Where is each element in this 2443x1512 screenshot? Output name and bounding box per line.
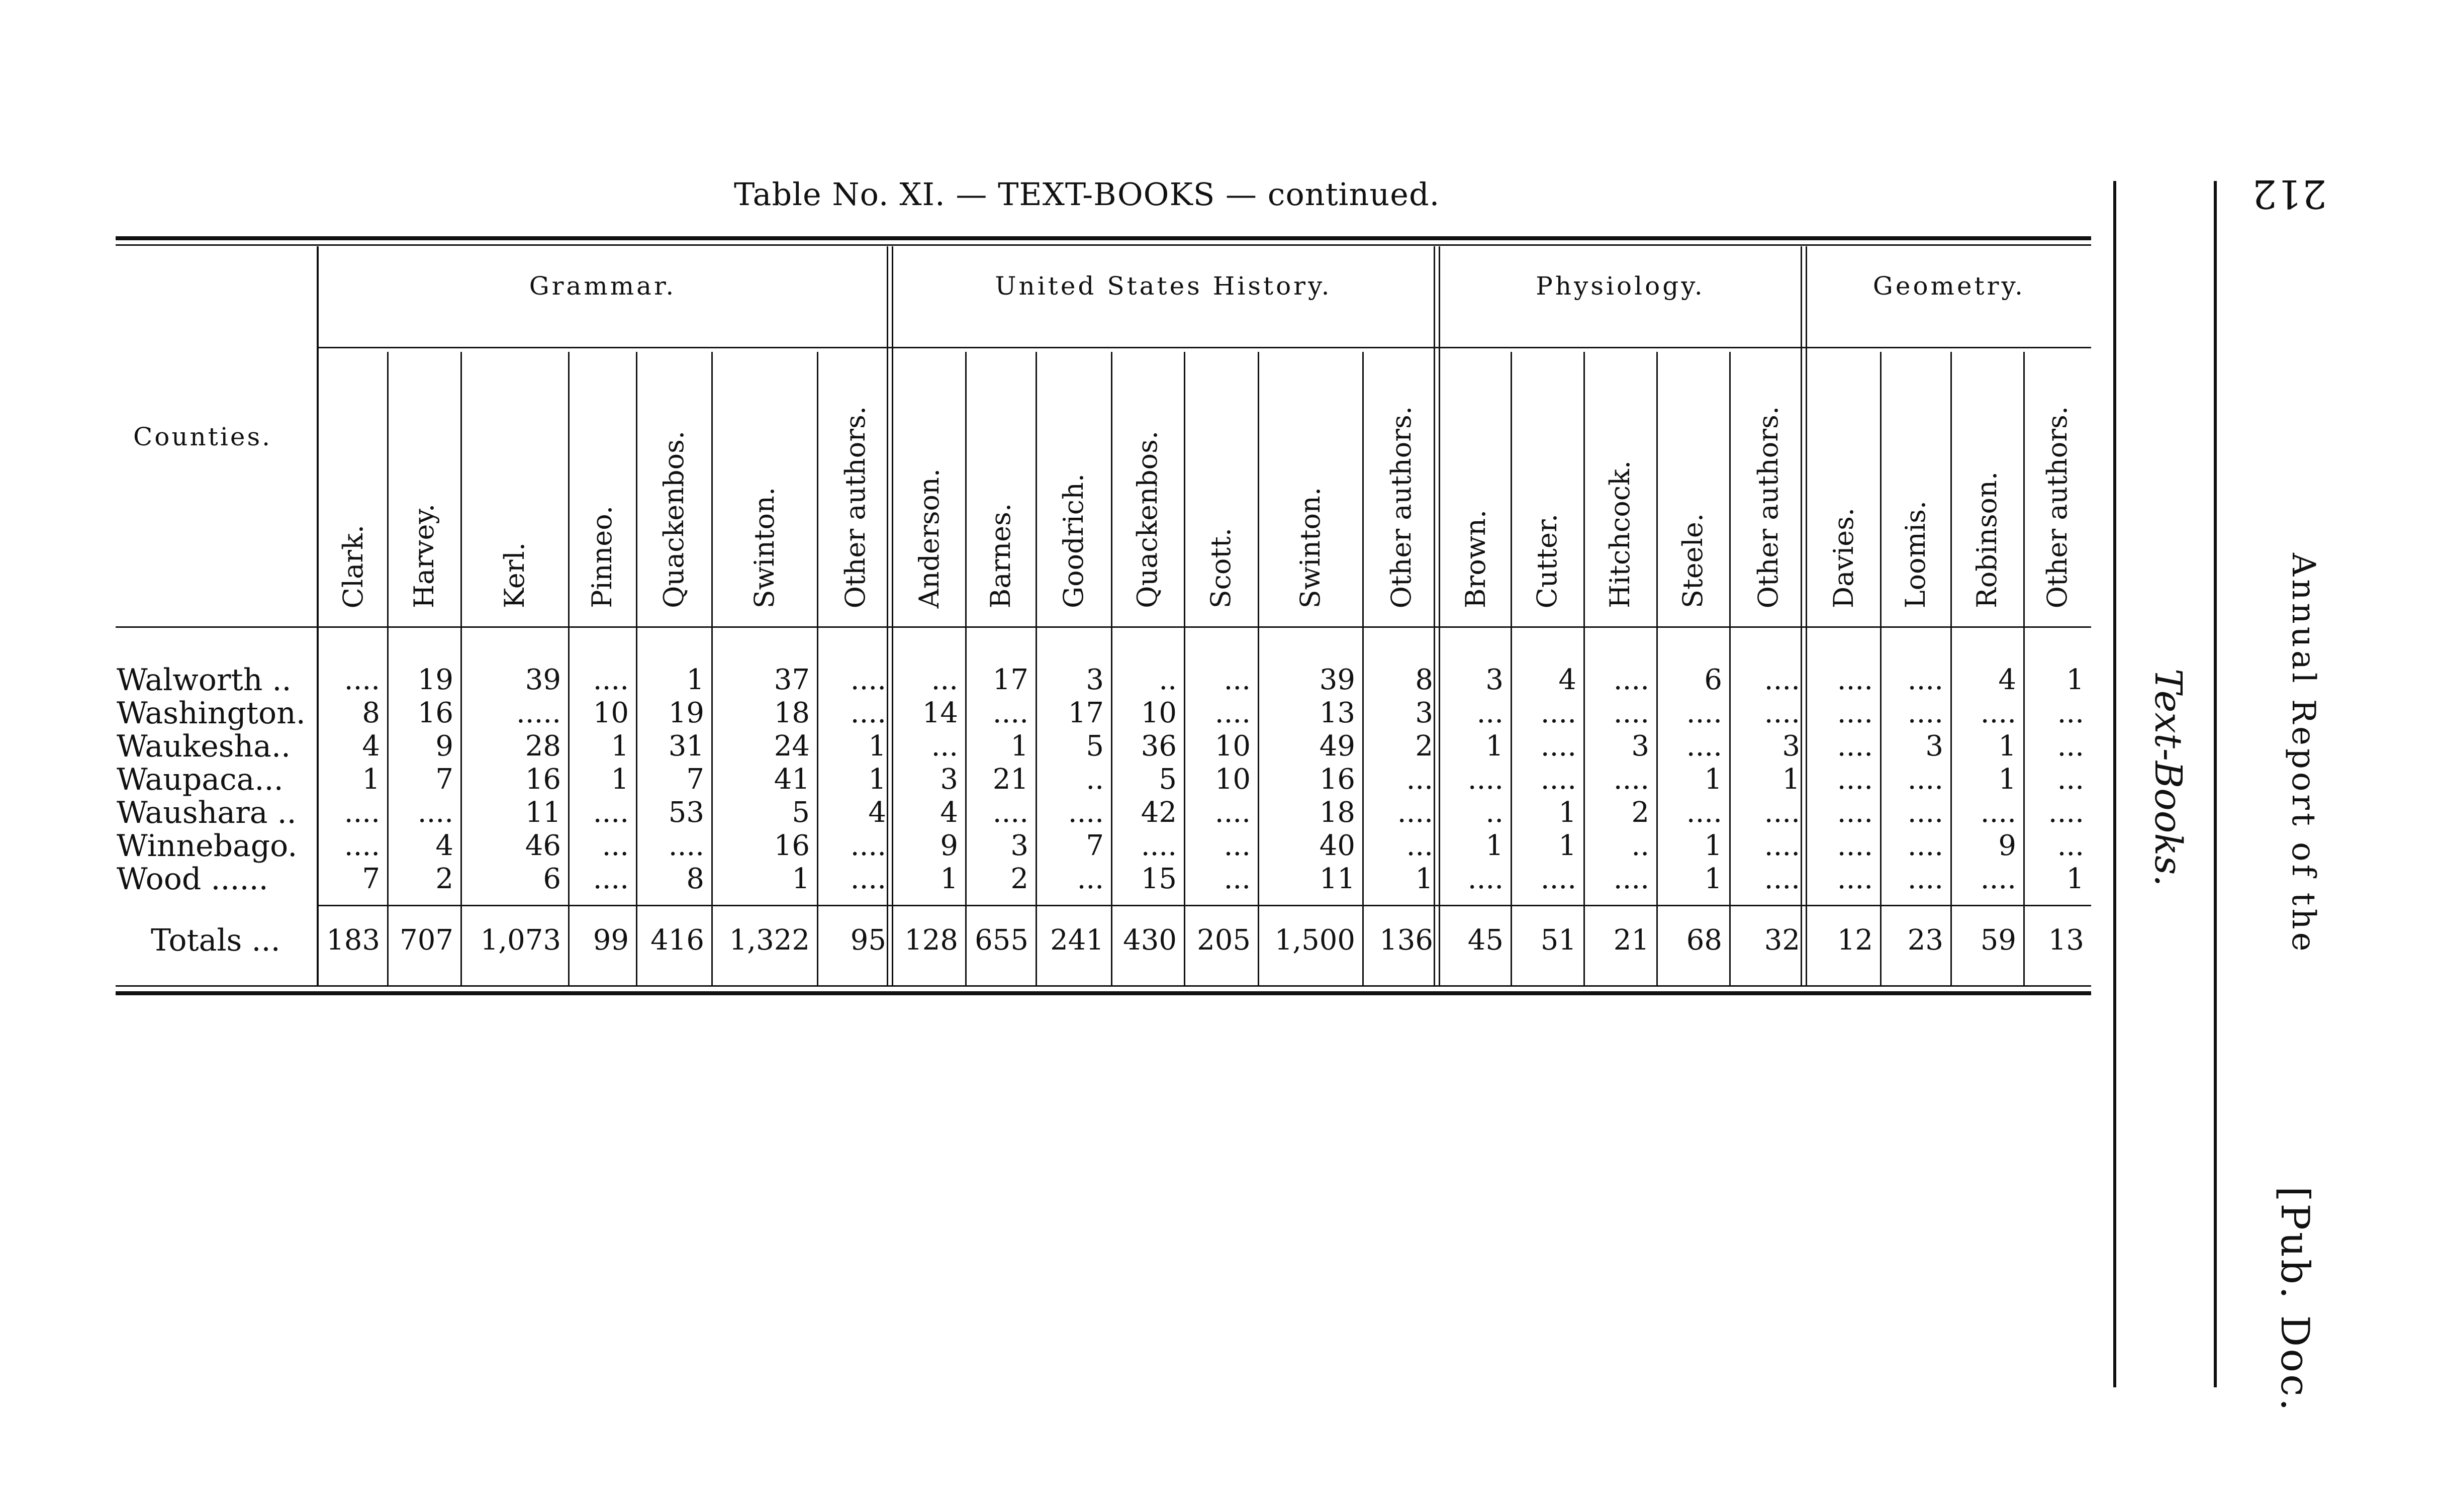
totals-cell: 655 [975,924,1028,957]
table-cell: 53 [668,796,704,829]
totals-cell: 51 [1540,924,1576,957]
table-cell: .... [992,796,1028,829]
table-cell: 6 [543,863,561,895]
table-cell: 10 [593,697,629,729]
table-cell: .... [1980,863,2016,895]
column-header [1440,352,1511,608]
column-header-label: Steele. [1677,513,1709,608]
table-cell: 28 [525,730,561,763]
group-header-history: United States History. [995,271,1332,301]
table-cell: 1 [1704,763,1722,796]
column-header [1950,352,2023,608]
table-cell: 1 [686,664,704,696]
table-cell: .... [1907,829,1943,862]
table-cell: 4 [940,796,958,829]
totals-cell: 430 [1123,924,1177,957]
table-cell: 21 [992,763,1028,796]
table-cell: 46 [525,829,561,862]
table-cell: 1 [940,863,958,895]
table-cell: 8 [1415,664,1433,696]
column-header-label: Harvey. [408,503,440,608]
table-cell: 31 [668,730,704,763]
totals-cell: 416 [650,924,704,957]
table-cell: 19 [417,664,453,696]
table-cell: 9 [1998,829,2016,862]
table-cell: 1 [1485,730,1504,763]
table-cell: .... [417,796,453,829]
table-cell: 7 [362,863,380,895]
county-name: Waupaca... [117,762,284,797]
column-header [1807,352,1880,608]
table-cell: .... [1764,697,1800,729]
table-cell: 1 [1010,730,1028,763]
totals-cell: 45 [1467,924,1504,957]
table-cell: .... [1907,796,1943,829]
table-cell: 1 [1704,829,1722,862]
column-header-label: Barnes. [984,503,1016,608]
table-cell: 14 [922,697,958,729]
column-header-label: Swinton. [748,487,780,608]
table-cell: 1 [1704,863,1722,895]
column-header [319,352,387,608]
table-cell: 1 [1558,796,1576,829]
column-header [460,352,568,608]
table-cell: 39 [525,664,561,696]
column-header [1656,352,1729,608]
column-header [1583,352,1656,608]
table-cell: .... [1613,697,1649,729]
table-cell: 40 [1319,829,1355,862]
table-cell: 16 [525,763,561,796]
totals-cell: 707 [400,924,453,957]
table-cell: .... [344,829,380,862]
totals-cell: 99 [593,924,629,957]
table-cell: 9 [940,829,958,862]
totals-cell: 95 [850,924,886,957]
totals-cell: 12 [1837,924,1873,957]
column-header-label: Brown. [1459,509,1491,608]
table-cell: .... [668,829,704,862]
table-cell: ... [1406,763,1433,796]
table-cell: 5 [792,796,810,829]
table-cell: 3 [1631,730,1649,763]
table-cell: .... [1467,863,1504,895]
column-header-label: Pinneo. [586,506,618,608]
county-name: Waukesha.. [117,729,291,764]
table-cell: .... [1837,664,1873,696]
table-cell: 10 [1141,697,1177,729]
page-margin-rule [2113,181,2116,1387]
table-cell: .... [1837,796,1873,829]
column-header-label: Hitchcock. [1604,460,1636,608]
totals-cell: 23 [1907,924,1943,957]
table-cell: .... [1540,763,1576,796]
table-cell: 3 [1010,829,1028,862]
totals-cell: 1,500 [1274,924,1355,957]
column-header-label: Quackenbos. [1132,431,1163,608]
table-cell: 3 [940,763,958,796]
table-cell: .. [1485,796,1504,829]
table-cell: .... [344,664,380,696]
table-cell: 8 [362,697,380,729]
table-cell: ... [602,829,629,862]
table-cell: ... [2057,730,2084,763]
totals-cell: 1,322 [729,924,810,957]
table-cell: ... [931,664,958,696]
column-header [636,352,711,608]
group-underline [318,347,2091,348]
table-cell: .... [1980,796,2016,829]
column-header-label: Other authors. [2041,406,2073,608]
table-cell: 7 [686,763,704,796]
table-cell: 10 [1214,730,1251,763]
table-cell: .. [1159,664,1177,696]
table-cell: 24 [774,730,810,763]
side-title: Text-Books. [2146,669,2190,887]
table-title: Table No. XI. — TEXT-BOOKS — continued. [734,176,1440,213]
running-head-right: [Pub. Doc. [2272,1186,2317,1413]
column-header-label: Quackenbos. [657,431,690,608]
column-header [1184,352,1258,608]
table-cell: 3 [1925,730,1943,763]
table-cell: .... [1837,763,1873,796]
table-cell: .... [1686,730,1722,763]
county-name: Winnebago. [117,828,298,864]
column-header-label: Cutter. [1531,513,1563,608]
table-cell: 1 [1415,863,1433,895]
column-header-label: Robinson. [1971,471,2003,608]
table-cell: .... [1068,796,1104,829]
table-cell: .... [1837,730,1873,763]
table-cell: ... [1224,863,1251,895]
table-cell: 17 [992,664,1028,696]
counties-header: Counties. [133,422,272,451]
table-cell: .... [1837,697,1873,729]
column-header-label: Goodrich. [1057,474,1089,608]
table-cell: 18 [774,697,810,729]
table-cell: .... [850,863,886,895]
table-cell: 1 [2066,664,2084,696]
table-cell: .... [1214,697,1251,729]
table-cell: 9 [435,730,453,763]
table-cell: 1 [792,863,810,895]
table-cell: 17 [1068,697,1104,729]
table-cell: 16 [774,829,810,862]
table-cell: ... [2057,763,2084,796]
table-cell: .... [1764,829,1800,862]
table-cell: .... [1907,763,1943,796]
table-cell: .... [1613,664,1649,696]
page-number: 212 [2252,171,2327,216]
table-cell: .... [1540,863,1576,895]
totals-cell: 59 [1980,924,2016,957]
column-header [711,352,817,608]
table-cell: .... [1764,664,1800,696]
table-cell: 1 [1998,730,2016,763]
table-cell: 4 [1558,664,1576,696]
table-cell: 39 [1319,664,1355,696]
table-cell: .. [1086,763,1104,796]
table-cell: .... [1613,863,1649,895]
table-cell: .... [1540,697,1576,729]
totals-cell: 241 [1050,924,1104,957]
column-header-label: Swinton. [1294,487,1326,608]
table-cell: 15 [1141,863,1177,895]
table-cell: 4 [1998,664,2016,696]
column-header-label: Other authors. [839,406,871,608]
column-header [817,352,893,608]
table-cell: 37 [774,664,810,696]
table-cell: 16 [1319,763,1355,796]
table-cell: 1 [1558,829,1576,862]
column-header [387,352,460,608]
table-cell: .... [1613,763,1649,796]
table-cell: .... [1907,664,1943,696]
running-head: Annual Report of the [2285,553,2322,955]
table-cell: 11 [525,796,561,829]
totals-cell: 205 [1197,924,1251,957]
table-cell: 1 [2066,863,2084,895]
totals-cell: 21 [1613,924,1649,957]
table-cell: .... [1764,796,1800,829]
totals-cell: 68 [1686,924,1722,957]
column-header-label: Clark. [337,524,369,608]
table-cell: 2 [1415,730,1433,763]
table-cell: 10 [1214,763,1251,796]
table-cell: 3 [1485,664,1504,696]
column-header [1362,352,1440,608]
table-cell: 49 [1319,730,1355,763]
column-header [1880,352,1950,608]
table-cell: 41 [774,763,810,796]
table-cell: ... [2057,697,2084,729]
table-cell: 1 [611,730,629,763]
table-cell: .... [1837,829,1873,862]
totals-cell: 128 [904,924,958,957]
column-header-label: Kerl. [498,542,530,608]
column-header-label: Anderson. [913,468,945,608]
table-cell: 4 [362,730,380,763]
table-cell: .. [1631,829,1649,862]
top-rule-thin [116,244,2091,246]
table-cell: .... [1907,863,1943,895]
column-header [893,352,965,608]
table-cell: 7 [1086,829,1104,862]
table-cell: ... [1224,664,1251,696]
table-cell: 4 [868,796,886,829]
table-cell: .... [850,829,886,862]
table-cell: .... [1907,697,1943,729]
table-cell: 1 [1998,763,2016,796]
table-cell: 3 [1086,664,1104,696]
bottom-rule-thin [116,985,2091,987]
table-cell: 3 [1415,697,1433,729]
table-cell: 1 [868,730,886,763]
table-cell: ..... [516,697,561,729]
table-cell: 8 [686,863,704,895]
top-rule-thick [116,236,2091,240]
totals-cell: 32 [1764,924,1800,957]
column-header-label: Davies. [1828,507,1859,608]
table-cell: .... [850,664,886,696]
page-margin-rule-outer [2214,181,2217,1387]
table-cell: .... [1397,796,1433,829]
table-cell: .... [593,664,629,696]
table-cell: ... [2057,829,2084,862]
table-cell: 18 [1319,796,1355,829]
table-cell: 3 [1782,730,1800,763]
column-header [1511,352,1583,608]
county-name: Walworth .. [117,663,292,698]
column-header [965,352,1036,608]
table-cell: .... [992,697,1028,729]
table-cell: ... [1077,863,1104,895]
table-cell: .... [1214,796,1251,829]
table-cell: .... [2048,796,2084,829]
table-cell: 13 [1319,697,1355,729]
table-cell: 1 [1485,829,1504,862]
table-cell: 1 [611,763,629,796]
column-header [1258,352,1362,608]
table-cell: 7 [435,763,453,796]
table-cell: .... [1540,730,1576,763]
table-cell: 6 [1704,664,1722,696]
table-cell: 16 [417,697,453,729]
column-header [2023,352,2091,608]
table-cell: ... [1406,829,1433,862]
header-bottom-rule [116,626,2091,628]
table-cell: .... [1980,697,2016,729]
bottom-rule-thick [116,991,2091,995]
table-cell: ... [1224,829,1251,862]
totals-rule [318,905,2091,906]
table-cell: 11 [1319,863,1355,895]
table-cell: 2 [1010,863,1028,895]
county-name: Washington. [117,696,306,731]
county-name: Waushara .. [117,795,297,830]
column-header-label: Other authors. [1752,406,1784,608]
column-header [1111,352,1184,608]
table-cell: 19 [668,697,704,729]
column-header [1036,352,1111,608]
totals-cell: 136 [1379,924,1433,957]
table-cell: .... [344,796,380,829]
table-cell: 1 [1782,763,1800,796]
table-cell: 1 [868,763,886,796]
table-cell: 5 [1159,763,1177,796]
column-header-label: Loomis. [1899,500,1931,608]
column-header [568,352,636,608]
table-cell: 1 [362,763,380,796]
table-cell: .... [1837,863,1873,895]
table-cell: .... [1686,796,1722,829]
table-cell: 42 [1141,796,1177,829]
table-cell: 36 [1141,730,1177,763]
totals-cell: 183 [326,924,380,957]
table-cell: .... [1764,863,1800,895]
group-header-geometry: Geometry. [1872,271,2026,301]
totals-cell: 13 [2048,924,2084,957]
table-cell: 2 [1631,796,1649,829]
table-cell: .... [850,697,886,729]
table-cell: .... [593,863,629,895]
table-cell: 5 [1086,730,1104,763]
table-cell: .... [593,796,629,829]
table-cell: 4 [435,829,453,862]
table-cell: .... [1467,763,1504,796]
group-header-grammar: Grammar. [529,271,677,301]
table-cell: ... [1476,697,1504,729]
column-header [1729,352,1807,608]
totals-cell: 1,073 [480,924,561,957]
county-name: Wood ...... [117,862,268,897]
table-cell: ... [931,730,958,763]
table-cell: .... [1686,697,1722,729]
table-cell: .... [1141,829,1177,862]
column-header-label: Scott. [1205,527,1237,608]
totals-label: Totals ... [151,923,280,958]
group-header-physiology: Physiology. [1536,271,1705,301]
table-cell: 2 [435,863,453,895]
column-header-label: Other authors. [1385,406,1417,608]
